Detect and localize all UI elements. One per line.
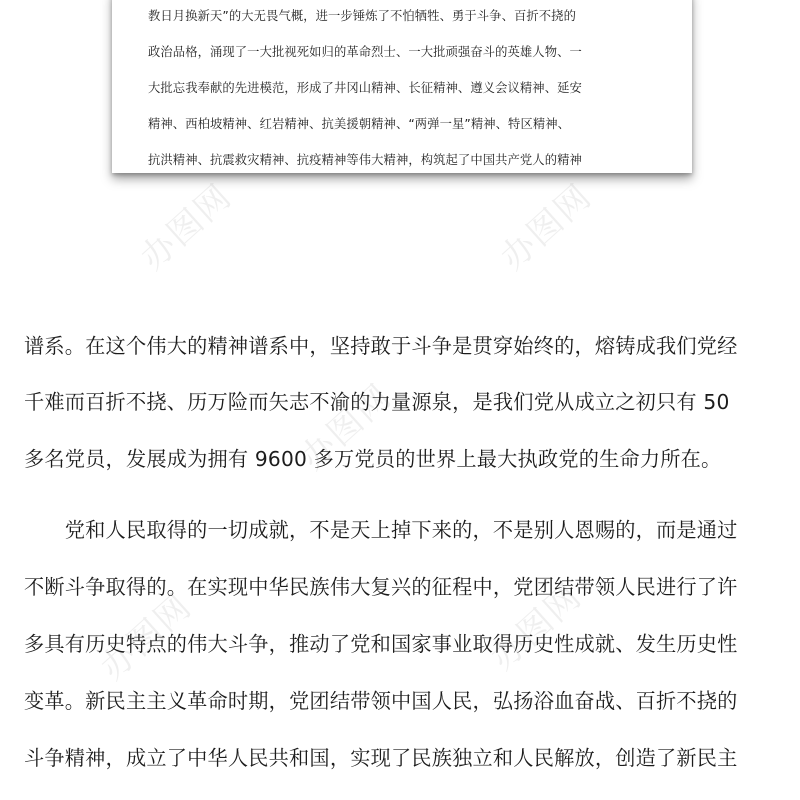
preview-text-line: 抗洪精神、抗震救灾精神、抗疫精神等伟大精神，构筑起了中国共产党人的精神 [148,153,582,167]
body-text-line: 斗争精神，成立了中华人民共和国，实现了民族独立和人民解放，创造了新民主 [24,746,738,770]
body-text-line: 不断斗争取得的。在实现中华民族伟大复兴的征程中，党团结带领人民进行了许 [24,575,738,599]
watermark: 办图网 [132,176,240,279]
watermark: 办图网 [482,576,590,679]
body-text-line: 党和人民取得的一切成就，不是天上掉下来的，不是别人恩赐的，而是通过 [24,518,738,542]
preview-text-line: 政治品格，涌现了一大批视死如归的革命烈士、一大批顽强奋斗的英雄人物、一 [148,45,582,59]
body-text-line: 千难而百折不挠、历万险而矢志不渝的力量源泉，是我们党从成立之初只有 50 [24,390,730,414]
body-text-line: 多具有历史特点的伟大斗争，推动了党和国家事业取得历史性成就、发生历史性 [24,632,738,656]
preview-text-line: 精神、西柏坡精神、红岩精神、抗美援朝精神、“两弹一星”精神、特区精神、 [148,117,571,131]
document-preview-card [112,0,692,173]
body-text-line: 多名党员，发展成为拥有 9600 多万党员的世界上最大执政党的生命力所在。 [24,447,722,471]
preview-text-line: 大批忘我奉献的先进模范，形成了井冈山精神、长征精神、遵义会议精神、延安 [148,81,582,95]
preview-text-line: 教日月换新天”的大无畏气概，进一步锤炼了不怕牺牲、勇于斗争、百折不挠的 [148,9,576,23]
body-text-line: 变革。新民主主义革命时期，党团结带领中国人民，弘扬浴血奋战、百折不挠的 [24,689,738,713]
watermark: 办图网 [92,586,200,689]
watermark: 办图网 [292,376,400,479]
body-text-line: 谱系。在这个伟大的精神谱系中，坚持敢于斗争是贯穿始终的，熔铸成我们党经 [24,334,738,358]
watermark: 办图网 [492,176,600,279]
